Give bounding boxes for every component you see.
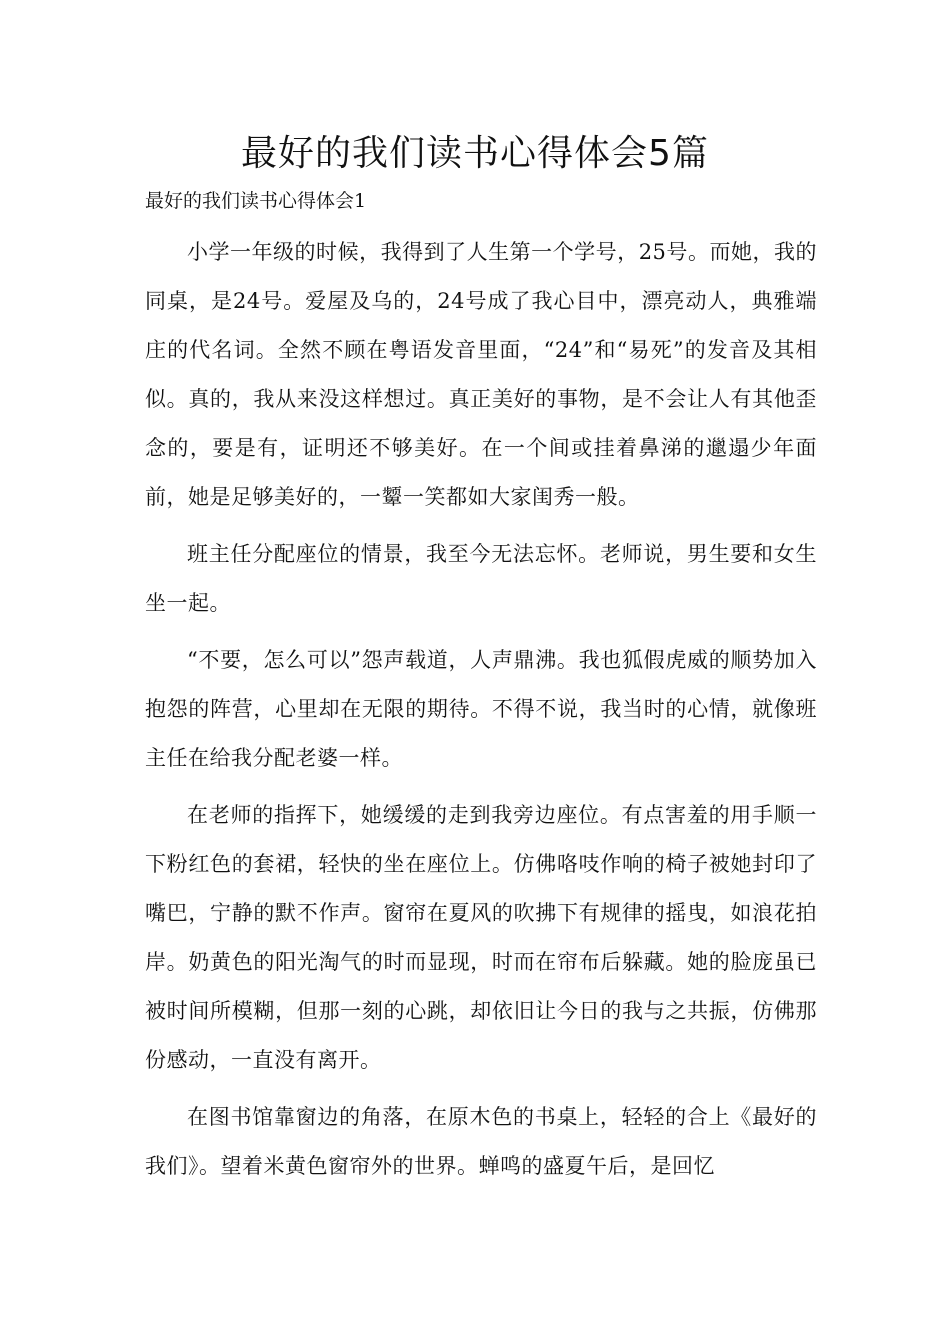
paragraph: 小学一年级的时候，我得到了人生第一个学号，25号。而她，我的同桌，是24号。爱屋及乌的，24号成了我心目中，漂亮动人，典雅端庄的代名词。全然不顾在粤语发音里面，“24”和“易死”的发音及其相似。真的，我从来没这样想过。真正美好的事物，是不会让人有其他歪念的，要是有，证明还不够美好。在一个间或挂着鼻涕的邋遢少年面前，她是足够美好的，一颦一笑都如大家闺秀一般。 bbox=[145, 240, 817, 509]
paragraph: 在图书馆靠窗边的角落，在原木色的书桌上，轻轻的合上《最好的我们》。望着米黄色窗帘外的世界。蝉鸣的盛夏午后，是回忆 bbox=[145, 1105, 817, 1178]
paragraph: 班主任分配座位的情景，我至今无法忘怀。老师说，男生要和女生坐一起。 bbox=[145, 542, 817, 615]
document-title: 最好的我们读书心得体会5篇 bbox=[241, 133, 709, 174]
paragraph: “不要，怎么可以”怨声载道，人声鼎沸。我也狐假虎威的顺势加入抱怨的阵营，心里却在无限的期待。不得不说，我当时的心情，就像班主任在给我分配老婆一样。 bbox=[145, 648, 817, 770]
paragraph: 在老师的指挥下，她缓缓的走到我旁边座位。有点害羞的用手顺一下粉红色的套裙，轻快的坐在座位上。仿佛咯吱作响的椅子被她封印了嘴巴，宁静的默不作声。窗帘在夏风的吹拂下有规律的摇曳，如浪花拍岸。奶黄色的阳光淘气的时而显现，时而在帘布后躲藏。她的脸庞虽已被时间所模糊，但那一刻的心跳，却依旧让今日的我与之共振，仿佛那份感动，一直没有离开。 bbox=[145, 803, 817, 1072]
document-body bbox=[145, 228, 817, 1199]
section-heading: 最好的我们读书心得体会1 bbox=[145, 190, 367, 212]
